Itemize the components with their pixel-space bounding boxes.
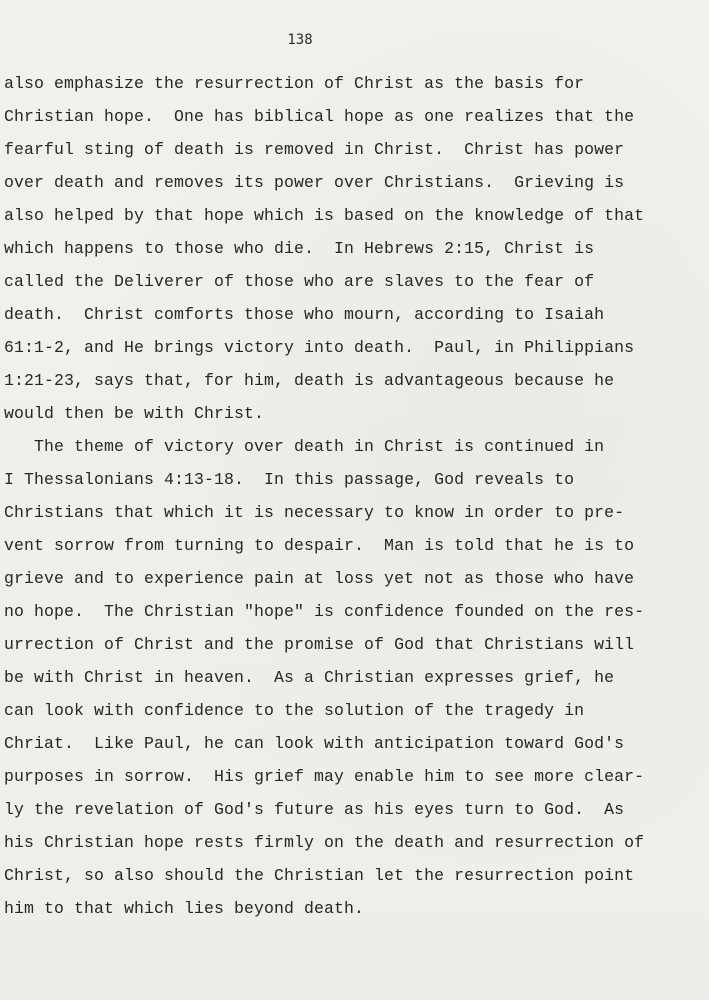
text-line: death. Christ comforts those who mourn, according to Isaiah <box>4 305 605 324</box>
text-line: The theme of victory over death in Christ is continued in <box>4 437 605 456</box>
text-line: Christ, so also should the Christian let the resurrection point <box>4 866 635 885</box>
text-line: his Christian hope rests firmly on the death and resurrection of <box>4 833 645 852</box>
text-line: ly the revelation of God's future as his eyes turn to God. As <box>4 800 625 819</box>
page-number: 138 <box>287 32 313 48</box>
text-line: no hope. The Christian "hope" is confidence founded on the res- <box>4 602 645 621</box>
text-line: Chriat. Like Paul, he can look with anticipation toward God's <box>4 734 625 753</box>
text-line: fearful sting of death is removed in Christ. Christ has power <box>4 140 625 159</box>
text-line: which happens to those who die. In Hebrews 2:15, Christ is <box>4 239 595 258</box>
text-line: I Thessalonians 4:13-18. In this passage, God reveals to <box>4 470 575 489</box>
text-line: urrection of Christ and the promise of God that Christians will <box>4 635 635 654</box>
text-line: vent sorrow from turning to despair. Man is told that he is to <box>4 536 635 555</box>
text-line: grieve and to experience pain at loss yet not as those who have <box>4 569 635 588</box>
text-line: would then be with Christ. <box>4 404 265 423</box>
text-line: called the Deliverer of those who are slaves to the fear of <box>4 272 595 291</box>
text-line: Christians that which it is necessary to know in order to pre- <box>4 503 625 522</box>
text-line: Christian hope. One has biblical hope as one realizes that the <box>4 107 635 126</box>
text-line: 61:1-2, and He brings victory into death. Paul, in Philippians <box>4 338 635 357</box>
text-line: him to that which lies beyond death. <box>4 899 365 918</box>
text-line: can look with confidence to the solution of the tragedy in <box>4 701 585 720</box>
text-line: also helped by that hope which is based on the knowledge of that <box>4 206 645 225</box>
text-line: purposes in sorrow. His grief may enable him to see more clear- <box>4 767 645 786</box>
text-line: over death and removes its power over Christians. Grieving is <box>4 173 625 192</box>
text-line: be with Christ in heaven. As a Christian expresses grief, he <box>4 668 615 687</box>
body-text <box>4 67 708 925</box>
text-line: also emphasize the resurrection of Christ as the basis for <box>4 74 585 93</box>
text-line: 1:21-23, says that, for him, death is advantageous because he <box>4 371 615 390</box>
